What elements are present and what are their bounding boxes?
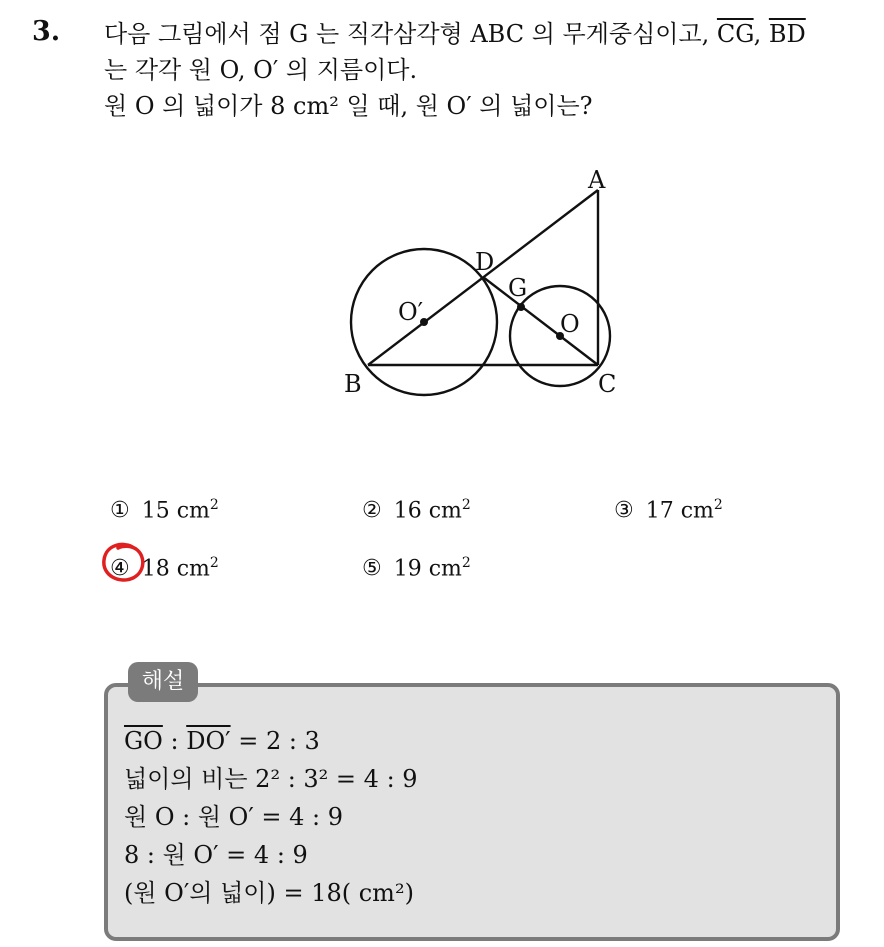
choice-3-exp: 2 — [713, 497, 723, 513]
choice-1-mark: ① — [110, 498, 130, 524]
choice-4-value: 18 — [141, 556, 170, 582]
label-o-prime: O′ — [398, 298, 424, 326]
choice-5-unit: cm — [428, 556, 462, 582]
solution-line-4: 8 : 원 O′ = 4 : 9 — [124, 841, 308, 869]
choice-3-unit: cm — [680, 498, 714, 524]
solution-content — [124, 722, 418, 912]
segment-cg: $\overline{CG}$ — [716, 20, 754, 48]
label-b: B — [344, 370, 362, 398]
question-line-3: 원 O 의 넓이가 8 cm² 일 때, 원 O′ 의 넓이는? — [104, 92, 593, 120]
choice-2[interactable] — [362, 490, 471, 526]
choice-4-mark: ④ — [110, 556, 130, 582]
label-d: D — [475, 248, 495, 276]
label-a: A — [588, 166, 606, 194]
question-comma: , — [753, 20, 769, 48]
question-stem — [104, 16, 874, 124]
choice-5-value: 19 — [393, 556, 422, 582]
choice-2-unit: cm — [428, 498, 462, 524]
solution-line-5: (원 O′의 넓이) = 18( cm²) — [124, 879, 414, 907]
choice-4[interactable] — [110, 548, 219, 584]
solution-line-3: 원 O : 원 O′ = 4 : 9 — [124, 803, 344, 831]
segment-bd: $\overline{BD}$ — [768, 20, 806, 48]
choice-2-mark: ② — [362, 498, 382, 524]
choice-4-exp: 2 — [209, 555, 219, 571]
choice-2-value: 16 — [393, 498, 422, 524]
solution-tab: 해설 — [128, 662, 198, 702]
choice-3-mark: ③ — [614, 498, 634, 524]
label-o: O — [560, 310, 580, 338]
question-line-1 — [104, 16, 874, 52]
choice-1-unit: cm — [176, 498, 210, 524]
choice-5[interactable] — [362, 548, 471, 584]
geometry-figure — [340, 160, 630, 410]
choice-5-mark: ⑤ — [362, 556, 382, 582]
choice-1[interactable] — [110, 490, 219, 526]
choice-4-unit: cm — [176, 556, 210, 582]
label-g: G — [508, 274, 528, 302]
choice-1-value: 15 — [141, 498, 170, 524]
question-number: 3. — [32, 16, 61, 47]
point-g — [517, 303, 525, 311]
choice-1-exp: 2 — [209, 497, 219, 513]
solution-line-2: 넓이의 비는 2² : 3² = 4 : 9 — [124, 765, 418, 793]
segment-do-prime: DO′ — [186, 727, 231, 755]
question-line-1-text: 다음 그림에서 점 G 는 직각삼각형 ABC 의 무게중심이고, — [104, 20, 717, 48]
choice-3[interactable] — [614, 490, 723, 526]
label-c: C — [598, 370, 617, 398]
choice-5-exp: 2 — [461, 555, 471, 571]
solution-line-1-rest: = 2 : 3 — [230, 727, 320, 755]
choice-2-exp: 2 — [461, 497, 471, 513]
question-line-2: 는 각각 원 O, O′ 의 지름이다. — [104, 56, 418, 84]
solution-line-1: $\overline{GO}$ : DO′ = 2 : 3 — [124, 727, 320, 755]
choice-3-value: 17 — [645, 498, 674, 524]
segment-go: $\overline{GO}$ — [124, 727, 163, 755]
